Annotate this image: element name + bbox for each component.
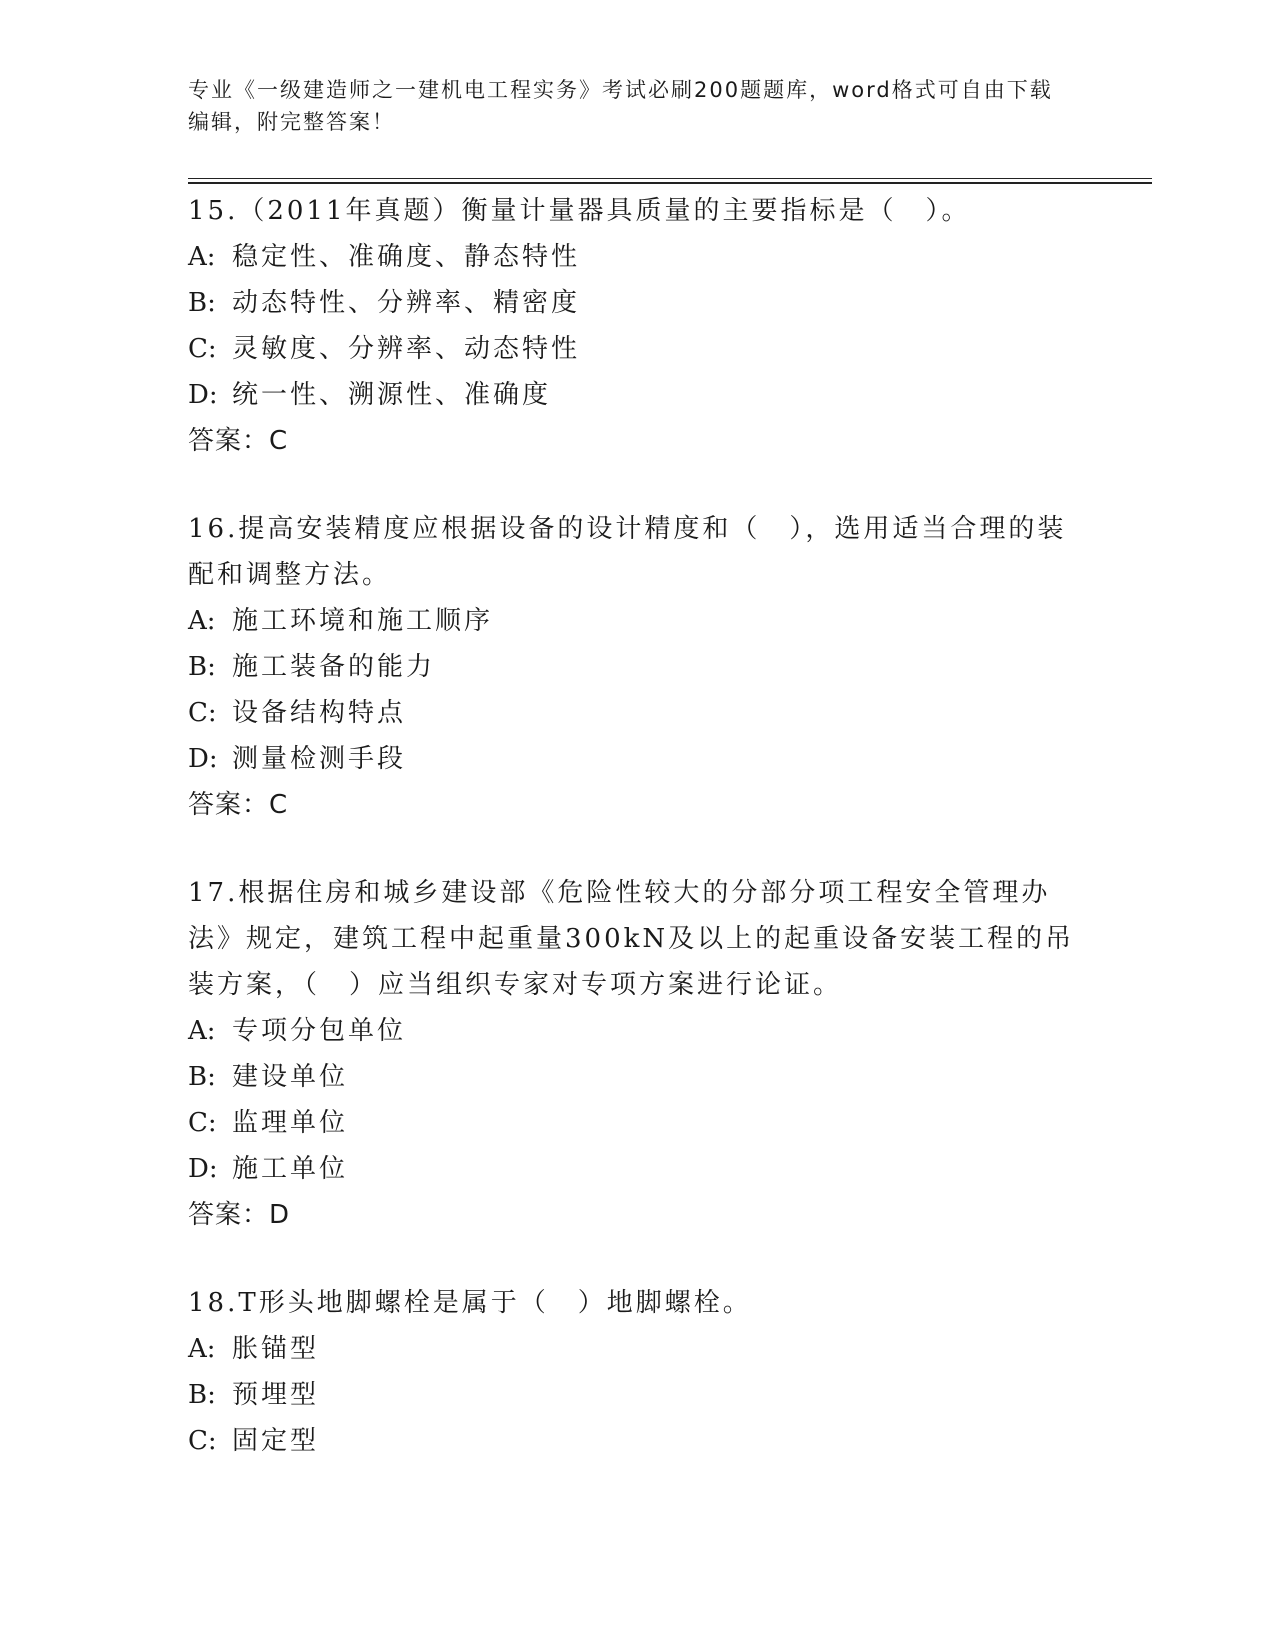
option-letter: A: bbox=[188, 1334, 216, 1364]
question-stem: 16.提高安装精度应根据设备的设计精度和（ ），选用适当合理的装配和调整方法。 bbox=[188, 514, 1067, 590]
header-rule-thin bbox=[188, 178, 1152, 179]
option-text: 建设单位 bbox=[232, 1062, 349, 1092]
question-16 bbox=[188, 506, 1088, 828]
option-letter: C: bbox=[188, 1108, 217, 1138]
option-b bbox=[188, 1054, 1088, 1100]
question-stem: 17.根据住房和城乡建设部《危险性较大的分部分项工程安全管理办法》规定，建筑工程中起重量300kN及以上的起重设备安装工程的吊装方案，（ ）应当组织专家对专项方案进行论证。 bbox=[188, 878, 1075, 1000]
answer-line: 答案：D bbox=[188, 1200, 291, 1230]
option-text: 稳定性、准确度、静态特性 bbox=[232, 242, 581, 272]
option-c bbox=[188, 690, 1088, 736]
option-text: 施工单位 bbox=[232, 1154, 349, 1184]
option-a bbox=[188, 598, 1088, 644]
option-text: 统一性、溯源性、准确度 bbox=[232, 380, 552, 410]
option-letter: B: bbox=[188, 652, 216, 682]
option-text: 固定型 bbox=[232, 1426, 320, 1456]
option-a bbox=[188, 1326, 1088, 1372]
answer-line: 答案：C bbox=[188, 426, 289, 456]
option-text: 施工装备的能力 bbox=[232, 652, 436, 682]
option-text: 灵敏度、分辨率、动态特性 bbox=[232, 334, 581, 364]
question-stem: 15.（2011年真题）衡量计量器具质量的主要指标是（ ）。 bbox=[188, 196, 971, 226]
header-rule-thick bbox=[188, 182, 1152, 184]
question-list bbox=[188, 188, 1088, 1506]
option-a bbox=[188, 234, 1088, 280]
option-b bbox=[188, 1372, 1088, 1418]
option-letter: A: bbox=[188, 1016, 216, 1046]
question-15 bbox=[188, 188, 1088, 464]
option-text: 设备结构特点 bbox=[232, 698, 407, 728]
option-b bbox=[188, 280, 1088, 326]
option-text: 专项分包单位 bbox=[232, 1016, 407, 1046]
option-letter: C: bbox=[188, 334, 217, 364]
option-c bbox=[188, 326, 1088, 372]
option-c bbox=[188, 1418, 1088, 1464]
option-d bbox=[188, 1146, 1088, 1192]
option-c bbox=[188, 1100, 1088, 1146]
option-letter: B: bbox=[188, 1062, 216, 1092]
question-stem: 18.T形头地脚螺栓是属于（ ）地脚螺栓。 bbox=[188, 1288, 752, 1318]
option-text: 施工环境和施工顺序 bbox=[232, 606, 494, 636]
option-text: 胀锚型 bbox=[232, 1334, 320, 1364]
option-letter: C: bbox=[188, 698, 217, 728]
answer-line: 答案：C bbox=[188, 790, 289, 820]
option-text: 监理单位 bbox=[232, 1108, 349, 1138]
question-18 bbox=[188, 1280, 1088, 1464]
option-text: 测量检测手段 bbox=[232, 744, 407, 774]
option-text: 预埋型 bbox=[232, 1380, 320, 1410]
option-text: 动态特性、分辨率、精密度 bbox=[232, 288, 581, 318]
option-b bbox=[188, 644, 1088, 690]
option-d bbox=[188, 372, 1088, 418]
option-letter: A: bbox=[188, 242, 216, 272]
question-17 bbox=[188, 870, 1088, 1238]
option-letter: D: bbox=[188, 744, 218, 774]
option-a bbox=[188, 1008, 1088, 1054]
option-letter: B: bbox=[188, 288, 216, 318]
option-letter: C: bbox=[188, 1426, 217, 1456]
option-letter: D: bbox=[188, 1154, 218, 1184]
option-letter: D: bbox=[188, 380, 218, 410]
option-letter: B: bbox=[188, 1380, 216, 1410]
document-header: 专业《一级建造师之一建机电工程实务》考试必刷200题题库，word格式可自由下载编辑，附完整答案！ bbox=[188, 78, 1053, 134]
option-d bbox=[188, 736, 1088, 782]
option-letter: A: bbox=[188, 606, 216, 636]
